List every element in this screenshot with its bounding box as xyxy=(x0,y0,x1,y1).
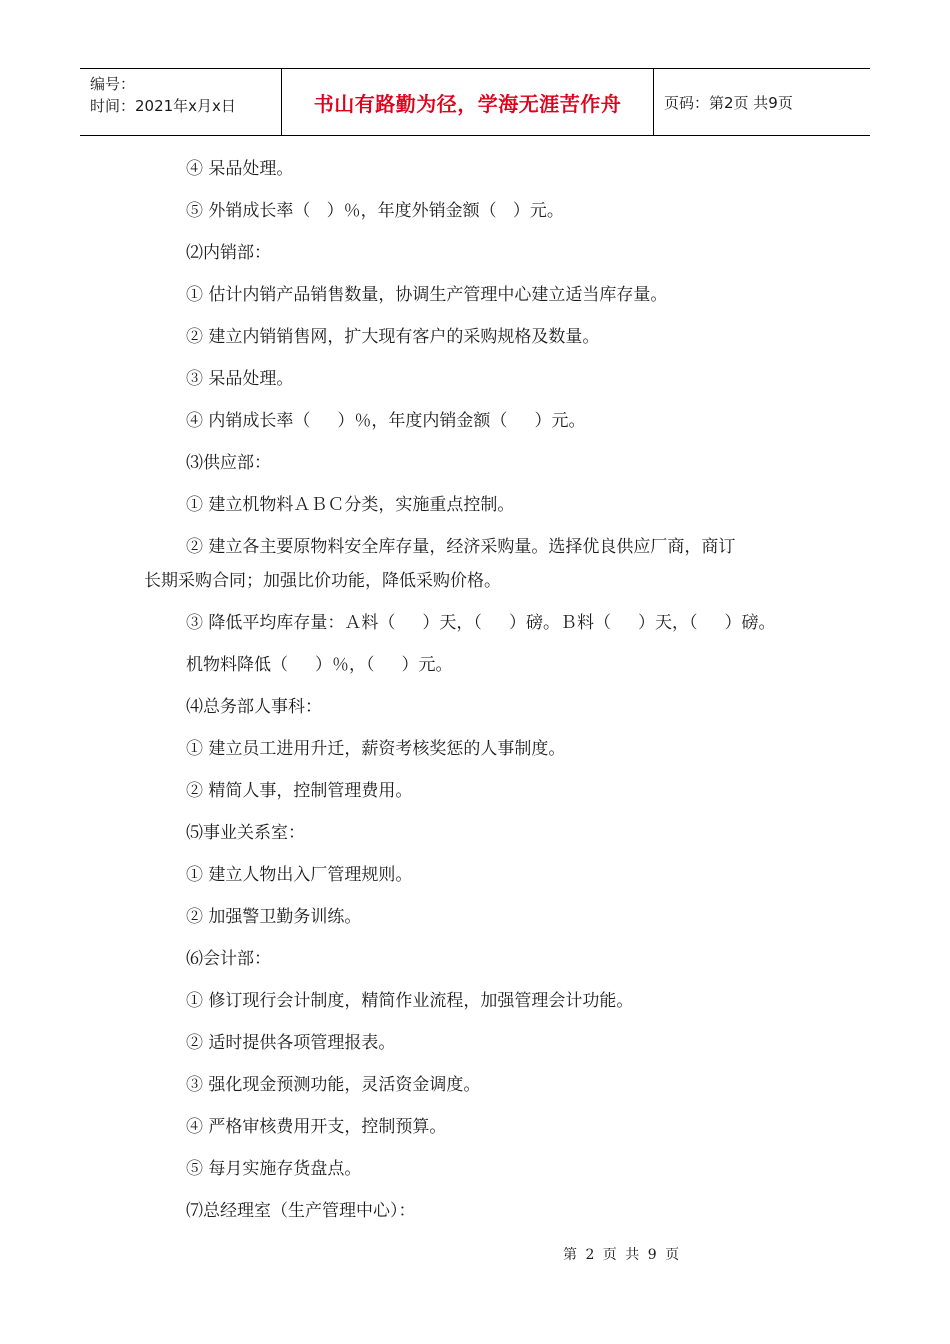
text-line: ③ 强化现金预测功能，灵活资金调度。 xyxy=(186,1075,481,1095)
date-label: 时间：2021年x月x日 xyxy=(90,97,236,115)
text-line: 机物料降低（ ）％，（ ）元。 xyxy=(186,655,453,675)
section-heading: ⑺总经理室（生产管理中心）： xyxy=(186,1201,416,1221)
section-heading: ⑵内销部： xyxy=(186,243,271,263)
text-line: ② 建立内销销售网，扩大现有客户的采购规格及数量。 xyxy=(186,327,600,347)
header-meta xyxy=(80,69,282,135)
header-page-info: 页码：第2页 共9页 xyxy=(664,93,793,112)
text-line: ① 估计内销产品销售数量，协调生产管理中心建立适当库存量。 xyxy=(186,285,668,305)
text-line: ⑤ 外销成长率（ ）％，年度外销金额（ ）元。 xyxy=(186,201,564,221)
text-line: ④ 严格审核费用开支，控制预算。 xyxy=(186,1117,447,1137)
header-motto: 书山有路勤为径，学海无涯苦作舟 xyxy=(282,69,654,135)
wrapped-paragraph xyxy=(0,530,950,598)
text-line: ④ 呆品处理。 xyxy=(186,159,294,179)
section-heading: ⑸事业关系室： xyxy=(186,823,305,843)
text-line: ② 精简人事，控制管理费用。 xyxy=(186,781,413,801)
text-line: ① 建立机物料ＡＢＣ分类，实施重点控制。 xyxy=(186,495,515,515)
section-heading: ⑶供应部： xyxy=(186,453,271,473)
wrapped-cont: 长期采购合同；加强比价功能，降低采购价格。 xyxy=(144,571,501,591)
text-line: ① 修订现行会计制度，精简作业流程，加强管理会计功能。 xyxy=(186,991,634,1011)
document-body xyxy=(0,148,950,1232)
text-line: ④ 内销成长率（ ）％，年度内销金额（ ）元。 xyxy=(186,411,586,431)
text-line: ③ 呆品处理。 xyxy=(186,369,294,389)
text-line: ① 建立员工进用升迁，薪资考核奖惩的人事制度。 xyxy=(186,739,566,759)
text-line: ③ 降低平均库存量：Ａ料（ ）天，（ ）磅。Ｂ料（ ）天，（ ）磅。 xyxy=(186,613,776,633)
section-heading: ⑷总务部人事科： xyxy=(186,697,322,717)
text-line: ② 加强警卫勤务训练。 xyxy=(186,907,362,927)
document-header xyxy=(80,68,870,136)
text-line: ② 适时提供各项管理报表。 xyxy=(186,1033,396,1053)
number-label: 编号： xyxy=(90,75,136,93)
text-line: ⑤ 每月实施存货盘点。 xyxy=(186,1159,362,1179)
text-line: ① 建立人物出入厂管理规则。 xyxy=(186,865,413,885)
section-heading: ⑹会计部： xyxy=(186,949,271,969)
page-footer: 第 2 页 共 9 页 xyxy=(563,1247,682,1263)
wrapped-first: ② 建立各主要原物料安全库存量，经济采购量。选择优良供应厂商，商订 xyxy=(186,537,736,557)
